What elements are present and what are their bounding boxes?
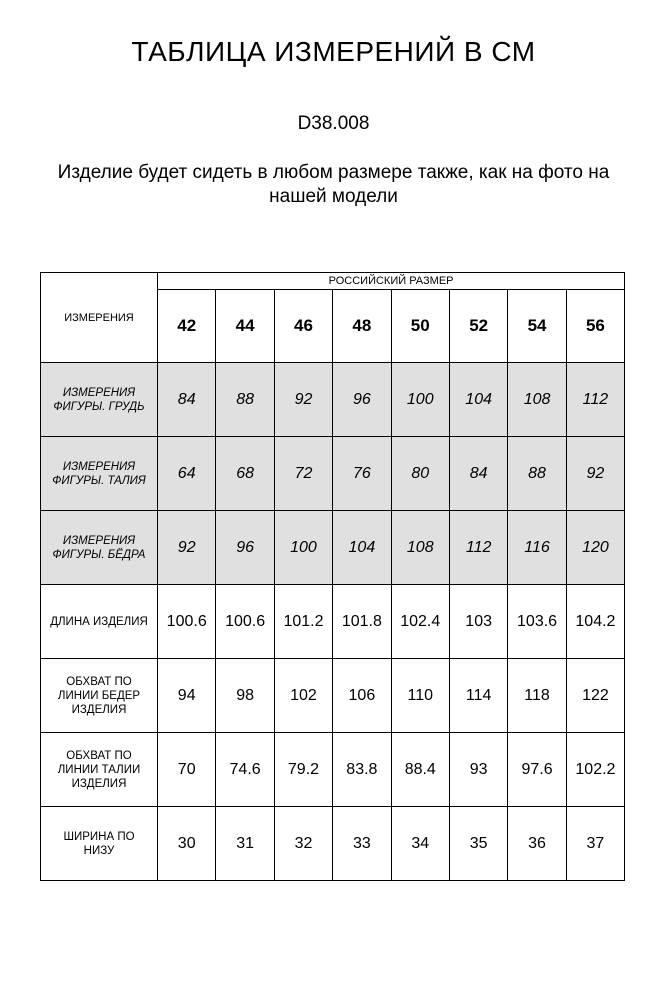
row-header-cell — [41, 273, 158, 363]
measurement-label-line: ИЗМЕРЕНИЯ — [62, 460, 136, 473]
measurement-value: 64 — [158, 437, 216, 511]
measurement-value: 96 — [216, 511, 274, 585]
measurement-value: 30 — [158, 807, 216, 881]
size-header-48: 48 — [333, 290, 391, 363]
measurement-value: 102 — [274, 659, 332, 733]
measurement-value: 37 — [566, 807, 624, 881]
measurement-value: 100 — [391, 363, 449, 437]
measurement-label — [41, 659, 158, 733]
measurement-value: 102.2 — [566, 733, 624, 807]
measurement-value: 96 — [333, 363, 391, 437]
measurement-value: 118 — [508, 659, 566, 733]
measurement-value: 68 — [216, 437, 274, 511]
measurement-label-line: ДЛИНА ИЗДЕЛИЯ — [50, 615, 148, 628]
fit-note: Изделие будет сидеть в любом размере также, как на фото на нашей модели — [57, 162, 610, 207]
measurement-value: 92 — [158, 511, 216, 585]
measurement-label-line: ЛИНИИ ТАЛИИ — [57, 763, 141, 776]
measurement-value: 108 — [508, 363, 566, 437]
measurement-value: 103 — [449, 585, 507, 659]
size-header-42: 42 — [158, 290, 216, 363]
measurement-value: 114 — [449, 659, 507, 733]
measurement-label-line: ОБХВАТ ПО — [66, 675, 132, 688]
table-row — [41, 807, 625, 881]
table-row — [41, 659, 625, 733]
measurement-value: 80 — [391, 437, 449, 511]
measurement-label-line: ОБХВАТ ПО — [66, 749, 132, 762]
measurement-label-line: ЛИНИИ БЕДЕР — [57, 689, 141, 702]
size-header-52: 52 — [449, 290, 507, 363]
measurement-label-line: ИЗМЕРЕНИЯ — [62, 534, 136, 547]
measurement-value: 112 — [449, 511, 507, 585]
measurement-value: 31 — [216, 807, 274, 881]
measurement-value: 110 — [391, 659, 449, 733]
measurement-value: 94 — [158, 659, 216, 733]
measurement-value: 116 — [508, 511, 566, 585]
measurement-value: 74.6 — [216, 733, 274, 807]
row-header-label: ИЗМЕРЕНИЯ — [64, 311, 134, 324]
measurement-label-line: ФИГУРЫ. БЁДРА — [52, 548, 146, 561]
measurement-value: 101.2 — [274, 585, 332, 659]
measurement-label — [41, 807, 158, 881]
measurement-value: 84 — [449, 437, 507, 511]
measurement-value: 112 — [566, 363, 624, 437]
measurement-value: 35 — [449, 807, 507, 881]
measurement-label-line: ФИГУРЫ. ГРУДЬ — [53, 400, 145, 413]
measurement-value: 104 — [449, 363, 507, 437]
measurement-label-line: ШИРИНА ПО — [63, 830, 135, 843]
measurement-value: 98 — [216, 659, 274, 733]
measurement-value: 108 — [391, 511, 449, 585]
measurement-label-line: ИЗДЕЛИЯ — [71, 777, 127, 790]
measurement-value: 92 — [566, 437, 624, 511]
measurement-value: 101.8 — [333, 585, 391, 659]
measurement-label-line: ИЗМЕРЕНИЯ — [62, 386, 136, 399]
size-group-header — [158, 273, 625, 290]
measurement-label — [41, 363, 158, 437]
measurement-label — [41, 585, 158, 659]
table-row — [41, 511, 625, 585]
measurement-value: 106 — [333, 659, 391, 733]
page-title: ТАБЛИЦА ИЗМЕРЕНИЙ В СМ — [131, 36, 536, 67]
size-header-50: 50 — [391, 290, 449, 363]
measurement-value: 36 — [508, 807, 566, 881]
measurement-value: 72 — [274, 437, 332, 511]
measurement-value: 102.4 — [391, 585, 449, 659]
measurement-value: 93 — [449, 733, 507, 807]
measurement-value: 100.6 — [158, 585, 216, 659]
measurement-value: 33 — [333, 807, 391, 881]
size-header-56: 56 — [566, 290, 624, 363]
measurement-value: 100.6 — [216, 585, 274, 659]
measurement-value: 70 — [158, 733, 216, 807]
measurement-value: 92 — [274, 363, 332, 437]
measurement-value: 104.2 — [566, 585, 624, 659]
measurement-value: 88 — [216, 363, 274, 437]
measurement-value: 122 — [566, 659, 624, 733]
measurement-value: 88.4 — [391, 733, 449, 807]
size-header-44: 44 — [216, 290, 274, 363]
size-group-label: РОССИЙСКИЙ РАЗМЕР — [328, 275, 454, 287]
measurement-value: 100 — [274, 511, 332, 585]
size-header-46: 46 — [274, 290, 332, 363]
size-table-body — [41, 363, 625, 881]
table-row — [41, 437, 625, 511]
size-table — [40, 272, 625, 881]
measurement-value: 88 — [508, 437, 566, 511]
measurement-label-line: ФИГУРЫ. ТАЛИЯ — [52, 474, 146, 487]
measurement-value: 103.6 — [508, 585, 566, 659]
measurement-label — [41, 733, 158, 807]
measurement-value: 76 — [333, 437, 391, 511]
measurement-value: 32 — [274, 807, 332, 881]
article-code: D38.008 — [297, 113, 370, 134]
measurement-label — [41, 437, 158, 511]
measurement-value: 120 — [566, 511, 624, 585]
table-row — [41, 733, 625, 807]
size-header-54: 54 — [508, 290, 566, 363]
measurement-value: 79.2 — [274, 733, 332, 807]
measurement-value: 97.6 — [508, 733, 566, 807]
measurement-label-line: ИЗДЕЛИЯ — [71, 703, 127, 716]
measurement-value: 34 — [391, 807, 449, 881]
measurement-value: 104 — [333, 511, 391, 585]
measurement-value: 83.8 — [333, 733, 391, 807]
table-row — [41, 363, 625, 437]
table-row — [41, 585, 625, 659]
measurement-value: 84 — [158, 363, 216, 437]
measurement-label — [41, 511, 158, 585]
measurement-label-line: НИЗУ — [83, 844, 115, 857]
